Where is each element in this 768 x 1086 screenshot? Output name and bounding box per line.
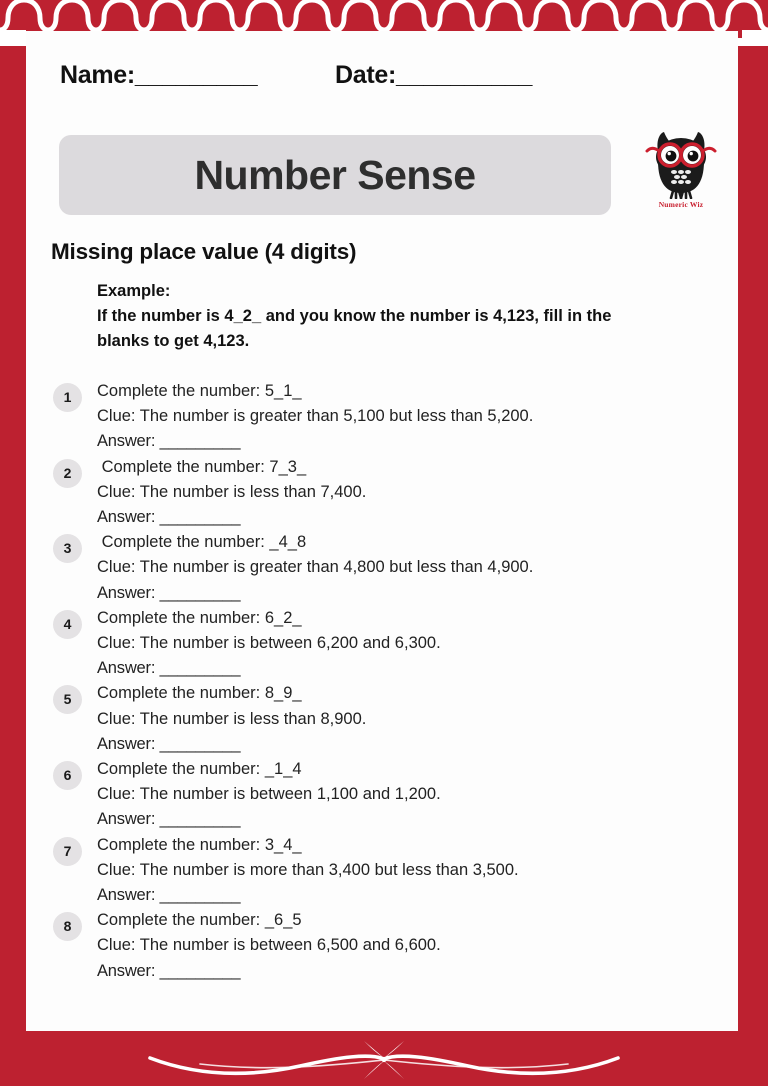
section-heading: Missing place value (4 digits) [51, 239, 357, 264]
answer-blank[interactable]: Answer: _________ [97, 508, 241, 527]
example-label: Example: [97, 282, 171, 300]
example-line-1: If the number is 4_2_ and you know the number is 4,123, fill in the [97, 307, 612, 325]
question-row [26, 833, 738, 909]
question-clue: Clue: The number is less than 7,400. [97, 482, 367, 501]
question-number-badge: 6 [53, 761, 82, 790]
question-number-badge: 1 [53, 383, 82, 412]
question-row [26, 681, 738, 757]
question-clue: Clue: The number is between 1,100 and 1,200. [97, 785, 441, 804]
answer-blank[interactable]: Answer: _________ [97, 734, 241, 753]
question-prompt: Complete the number: 6_2_ [97, 608, 302, 627]
answer-blank[interactable]: Answer: _________ [97, 583, 241, 602]
question-row [26, 379, 738, 455]
answer-blank[interactable]: Answer: _________ [97, 886, 241, 905]
name-date-row [60, 61, 700, 101]
date-field-label[interactable]: Date:__________ [335, 61, 533, 89]
question-clue: Clue: The number is between 6,200 and 6,300. [97, 634, 441, 653]
question-number-badge: 3 [53, 534, 82, 563]
question-clue: Clue: The number is more than 3,400 but less than 3,500. [97, 860, 519, 879]
answer-blank[interactable]: Answer: _________ [97, 432, 241, 451]
question-list [26, 379, 738, 984]
question-prompt: Complete the number: 7_3_ [97, 457, 307, 476]
question-prompt: Complete the number: _4_8 [97, 533, 307, 552]
question-clue: Clue: The number is between 6,500 and 6,600. [97, 936, 441, 955]
question-row [26, 530, 738, 606]
logo-caption: Numeric Wiz [658, 200, 704, 209]
question-row [26, 908, 738, 984]
question-row [26, 606, 738, 682]
question-prompt: Complete the number: 5_1_ [97, 382, 302, 400]
question-number-badge: 2 [53, 459, 82, 488]
answer-blank[interactable]: Answer: _________ [97, 961, 241, 980]
question-prompt: Complete the number: 3_4_ [97, 835, 302, 854]
brand-logo [638, 131, 724, 219]
worksheet-title-box [59, 135, 611, 215]
question-number-badge: 7 [53, 837, 82, 866]
question-clue: Clue: The number is less than 8,900. [97, 709, 367, 728]
question-prompt: Complete the number: _6_5 [97, 911, 302, 930]
answer-blank[interactable]: Answer: _________ [97, 659, 241, 678]
question-number-badge: 4 [53, 610, 82, 639]
example-block [97, 279, 697, 354]
name-field-label[interactable]: Name:_________ [60, 61, 258, 89]
question-clue: Clue: The number is greater than 4,800 but less than 4,900. [97, 558, 534, 577]
owl-with-glasses-icon [644, 131, 718, 199]
question-row [26, 455, 738, 531]
bottom-ornament-decoration [0, 1031, 768, 1086]
content-card [26, 31, 738, 1031]
example-line-2: blanks to get 4,123. [97, 332, 250, 350]
question-prompt: Complete the number: _1_4 [97, 760, 302, 779]
question-number-badge: 8 [53, 912, 82, 941]
question-clue: Clue: The number is greater than 5,100 but less than 5,200. [97, 407, 534, 426]
question-prompt: Complete the number: 8_9_ [97, 684, 302, 703]
question-row [26, 757, 738, 833]
question-number-badge: 5 [53, 685, 82, 714]
answer-blank[interactable]: Answer: _________ [97, 810, 241, 829]
page-title: Number Sense [194, 152, 476, 198]
